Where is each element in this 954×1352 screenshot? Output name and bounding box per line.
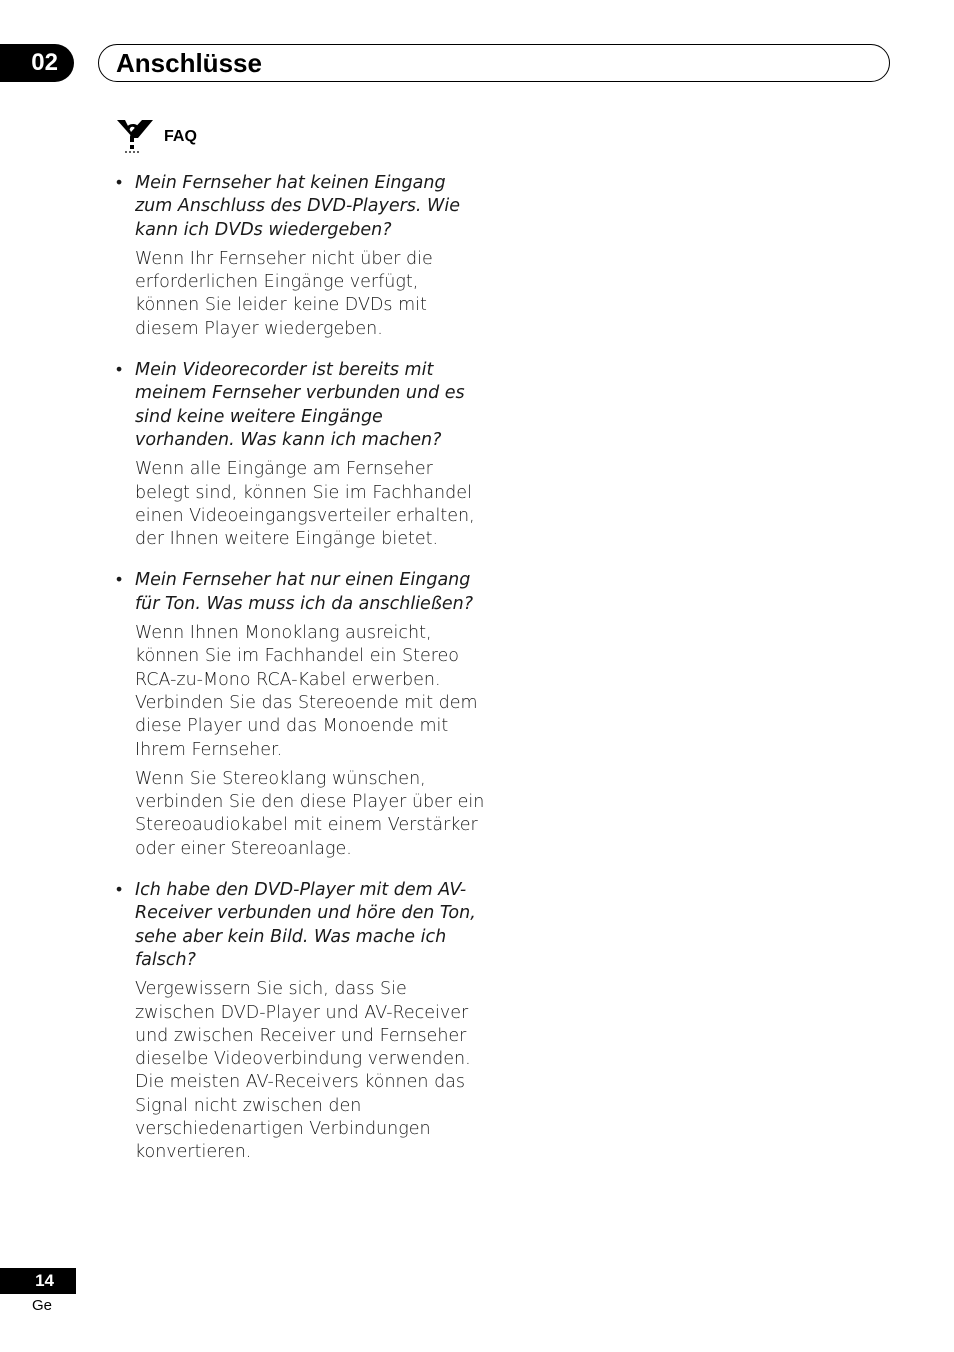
chapter-number-tab: 02	[0, 44, 74, 82]
faq-question: Mein Videorecorder ist bereits mit meinem Fernseher verbunden und es sind keine weitere Eingänge vorhanden. Was kann ich machen?	[135, 360, 465, 450]
page-title: Anschlüsse	[116, 48, 262, 78]
faq-answer: Wenn Sie Stereoklang wünschen, verbinden Sie den diese Player über ein Stereoaudiokabel mit einem Verstärker oder einer Stereoanlage.	[135, 768, 485, 859]
faq-list	[116, 172, 486, 1183]
bullet: •	[116, 173, 123, 193]
faq-item	[116, 569, 486, 861]
bullet: •	[116, 570, 123, 591]
bullet: •	[116, 360, 123, 381]
language-code: Ge	[32, 1297, 53, 1314]
bullet: •	[116, 880, 123, 901]
faq-question: Mein Fernseher hat keinen Eingang zum Anschluss des DVD-Players. Wie kann ich DVDs wiedergeben?	[135, 173, 460, 240]
faq-item	[116, 879, 486, 1165]
faq-answer: Vergewissern Sie sich, dass Sie zwischen DVD-Player und AV-Receiver und zwischen Receiver und Fernseher dieselbe Videoverbindung verwenden. Die meisten AV-Receivers können das Signal nicht zwischen den verschiedenartigen Verbindungen konvertieren.	[135, 979, 471, 1163]
question-mark-icon	[116, 118, 154, 154]
faq-question: Mein Fernseher hat nur einen Eingang für Ton. Was muss ich da anschließen?	[135, 570, 473, 614]
page-number: 14	[0, 1268, 76, 1294]
faq-question: Ich habe den DVD-Player mit dem AV-Receiver verbunden und höre den Ton, sehe aber kein Bild. Was mache ich falsch?	[135, 880, 476, 970]
faq-item	[116, 359, 486, 551]
faq-item	[116, 172, 486, 341]
faq-answer: Wenn Ihr Fernseher nicht über die erforderlichen Eingänge verfügt, können Sie leider keine DVDs mit diesem Player wiedergeben.	[135, 248, 433, 339]
faq-answer: Wenn Ihnen Monoklang ausreicht, können Sie im Fachhandel ein Stereo RCA-zu-Mono RCA-Kabel erwerben. Verbinden Sie das Stereoende mit dem diese Player und das Monoende mit Ihrem Fernseher.	[135, 623, 478, 760]
faq-answer: Wenn alle Eingänge am Fernseher belegt sind, können Sie im Fachhandel einen Videoeingangsverteiler erhalten, der Ihnen weitere Eingänge bietet.	[135, 459, 475, 550]
faq-label: FAQ	[164, 128, 197, 145]
